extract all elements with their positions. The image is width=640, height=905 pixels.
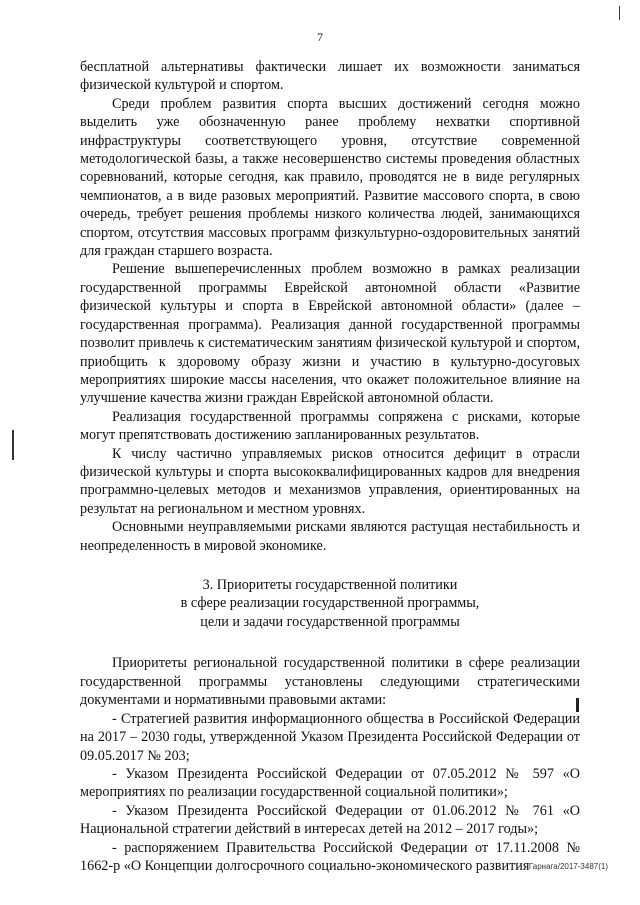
section-heading-line-1: 3. Приоритеты государственной политики bbox=[202, 576, 458, 593]
section-heading-line-3: цели и задачи государственной программы bbox=[200, 613, 460, 630]
paragraph-program-solution: Решение вышеперечисленных проблем возможно в рамках реализации государственной программы Еврейской автономной области «Развитие физической культуры и спорта в Еврейской автономной области» (далее – государственная программа). Реализация данной государственной программы позволит привлечь к систематическим занятиям физической культурой и спортом, приобщить к здоровому образу жизни и участию в культурно-досуговых мероприятиях широкие массы населения, что окажет положительное влияние на улучшение качества жизни граждан Еврейской автономной области. bbox=[80, 261, 580, 407]
list-item-decree-597: - Указом Президента Российской Федерации от 07.05.2012 № 597 «О мероприятиях по реализации государственной социальной политики»; bbox=[80, 765, 580, 801]
list-item-decree-761: - Указом Президента Российской Федерации от 01.06.2012 № 761 «О Национальной стратегии действий в интересах детей на 2012 – 2017 годы»; bbox=[80, 802, 580, 838]
paragraph-risks: Реализация государственной программы сопряжена с рисками, которые могут препятствовать достижению запланированных результатов. bbox=[80, 408, 580, 444]
page-number: 7 bbox=[317, 30, 323, 44]
paragraph-managed-risks: К числу частично управляемых рисков относится дефицит в отрасли физической культуры и спорта высококвалифицированных кадров для внедрения программно-целевых методов и механизмов управления, ориентированных на результат на региональном и местном уровнях. bbox=[80, 445, 580, 517]
paragraph-unmanaged-risks: Основными неуправляемыми рисками являются растущая нестабильность и неопределенность в мировой экономике. bbox=[80, 519, 580, 554]
section-heading bbox=[80, 576, 580, 632]
paragraph-sport-problems: Среди проблем развития спорта высших достижений сегодня можно выделить уже обозначенную ранее проблему нехватки спортивной инфраструктуры соответствующего уровня, отсутствие современной методологической базы, а также несовершенство системы проведения областных соревнований, которые сегодня, как правило, проводятся не в виде регулярных чемпионатов, а в виде разовых мероприятий. Развитие массового спорта, в свою очередь, требует решения проблемы низкого количества людей, занимающихся спортом, отсутствия массовых программ физкультурно-оздоровительных занятий для граждан старшего возраста. bbox=[80, 95, 580, 260]
margin-mark-left bbox=[12, 430, 14, 460]
corner-mark bbox=[619, 6, 620, 20]
paragraph-priorities: Приоритеты региональной государственной политики в сфере реализации государственной программы установлены следующими стратегическими документами и нормативными правовыми актами: bbox=[80, 655, 580, 709]
list-item-strategy: - Стратегией развития информационного общества в Российской Федерации на 2017 – 2030 годы, утвержденной Указом Президента Российской Федерации от 09.05.2017 № 203; bbox=[80, 710, 580, 764]
list-item-order-1662: - распоряжением Правительства Российской Федерации от 17.11.2008 № 1662-р «О Концепции долгосрочного социально-экономического развития bbox=[80, 839, 580, 874]
paragraph-continuation: бесплатной альтернативы фактически лишает их возможности заниматься физической культурой и спортом. bbox=[80, 59, 580, 94]
document-body bbox=[80, 58, 580, 875]
section-heading-line-2: в сфере реализации государственной программы, bbox=[180, 595, 480, 612]
footer-document-code: Гарнага/2017-3487(1) bbox=[528, 862, 608, 871]
